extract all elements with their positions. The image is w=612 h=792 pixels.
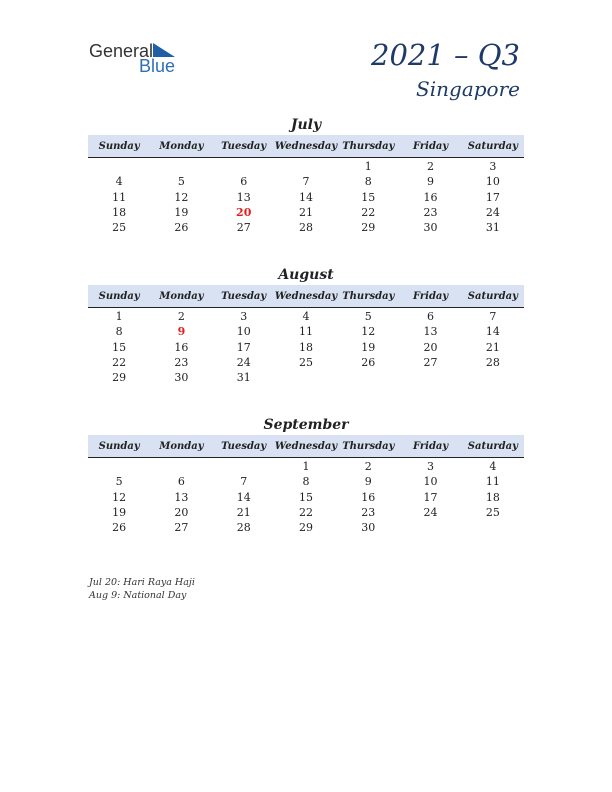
day-cell: 10 (423, 475, 438, 489)
day-cell: 19 (112, 506, 127, 520)
logo-flag-icon (153, 43, 175, 57)
holiday-note: Aug 9: National Day (89, 590, 187, 601)
weekday-label: Tuesday (221, 440, 267, 452)
day-cell: 6 (177, 475, 185, 489)
week-row (88, 474, 524, 489)
day-cell: 22 (361, 206, 376, 220)
weekday-label: Monday (159, 140, 204, 152)
holiday-note: Jul 20: Hari Raya Haji (89, 577, 195, 588)
month-block (88, 266, 524, 385)
day-cell: 10 (485, 175, 500, 189)
day-cell: 17 (236, 340, 251, 354)
day-cell: 12 (112, 490, 127, 504)
day-cell: 29 (298, 521, 313, 535)
week-row (88, 505, 524, 520)
weekday-header-row (88, 135, 524, 158)
day-cell: 25 (298, 356, 313, 370)
day-cell: 20 (174, 506, 189, 520)
day-cell: 5 (177, 175, 185, 189)
week-row (88, 220, 524, 235)
weekday-label: Tuesday (221, 290, 267, 302)
day-cell: 4 (302, 310, 310, 324)
weekday-label: Sunday (98, 440, 140, 452)
week-row (88, 340, 524, 355)
day-cell: 15 (361, 190, 376, 204)
day-cell: 26 (361, 356, 376, 370)
weekday-label: Wednesday (274, 440, 338, 452)
day-cell: 6 (427, 310, 435, 324)
day-cell: 1 (115, 310, 123, 324)
weekday-label: Wednesday (274, 140, 338, 152)
day-cell: 13 (236, 190, 251, 204)
day-cell: 14 (298, 190, 313, 204)
day-cell: 23 (174, 356, 189, 370)
day-cell: 12 (174, 190, 189, 204)
day-cell: 18 (112, 206, 127, 220)
month-title: August (278, 267, 334, 283)
day-cell: 12 (361, 325, 376, 339)
day-cell: 7 (302, 175, 310, 189)
weekday-label: Thursday (342, 140, 395, 152)
day-cell: 25 (485, 506, 500, 520)
day-cell: 21 (298, 206, 313, 220)
week-row (88, 190, 524, 205)
day-cell: 19 (361, 340, 376, 354)
day-cell: 4 (489, 460, 497, 474)
month-title: September (263, 417, 349, 433)
day-cell: 27 (423, 356, 438, 370)
day-cell: 23 (361, 506, 376, 520)
week-row (88, 490, 524, 505)
day-cell: 28 (298, 221, 313, 235)
day-cell: 22 (298, 506, 313, 520)
weekday-label: Thursday (342, 290, 395, 302)
day-cell: 30 (361, 521, 376, 535)
day-cell: 9 (364, 475, 372, 489)
month-block (88, 116, 524, 235)
day-cell: 15 (112, 340, 127, 354)
day-cell: 17 (423, 490, 438, 504)
day-cell: 28 (236, 521, 251, 535)
weekday-label: Friday (412, 440, 449, 452)
day-cell: 27 (174, 521, 189, 535)
day-cell: 7 (489, 310, 497, 324)
weekday-header-row (88, 285, 524, 308)
day-cell: 13 (423, 325, 438, 339)
day-cell: 11 (485, 475, 500, 489)
page-title: 2021 – Q3 (371, 38, 520, 72)
weekday-label: Friday (412, 140, 449, 152)
day-cell: 18 (485, 490, 500, 504)
day-cell: 2 (177, 310, 185, 324)
weekday-label: Saturday (467, 290, 518, 302)
day-cell: 23 (423, 206, 438, 220)
holiday-day-cell: 20 (236, 206, 252, 220)
day-cell: 10 (236, 325, 251, 339)
weekday-label: Monday (159, 290, 204, 302)
day-cell: 18 (298, 340, 313, 354)
week-row (88, 355, 524, 370)
day-cell: 3 (427, 460, 435, 474)
week-row (88, 370, 524, 385)
day-cell: 3 (240, 310, 248, 324)
logo-blue-text: Blue (139, 56, 176, 76)
day-cell: 29 (112, 371, 127, 385)
weekday-label: Tuesday (221, 140, 267, 152)
day-cell: 14 (485, 325, 500, 339)
weekday-label: Thursday (342, 440, 395, 452)
week-row (88, 205, 524, 220)
day-cell: 16 (423, 190, 438, 204)
week-row (88, 520, 524, 535)
week-row (88, 174, 524, 189)
logo-general-text: General (89, 41, 154, 61)
day-cell: 26 (112, 521, 127, 535)
day-cell: 11 (298, 325, 313, 339)
day-cell: 21 (485, 340, 500, 354)
weekday-label: Wednesday (274, 290, 338, 302)
day-cell: 8 (115, 325, 123, 339)
day-cell: 24 (236, 356, 251, 370)
day-cell: 20 (423, 340, 438, 354)
day-cell: 5 (364, 310, 372, 324)
day-cell: 14 (236, 490, 251, 504)
day-cell: 19 (174, 206, 189, 220)
month-block (88, 416, 524, 535)
day-cell: 5 (115, 475, 123, 489)
week-row (88, 159, 524, 174)
day-cell: 31 (236, 371, 251, 385)
day-cell: 21 (236, 506, 251, 520)
weekday-label: Saturday (467, 140, 518, 152)
day-cell: 22 (112, 356, 127, 370)
weekday-label: Monday (159, 440, 204, 452)
day-cell: 29 (361, 221, 376, 235)
day-cell: 27 (236, 221, 251, 235)
weekday-label: Sunday (98, 140, 140, 152)
week-row (88, 459, 524, 474)
day-cell: 8 (364, 175, 372, 189)
page-subtitle: Singapore (416, 77, 520, 101)
day-cell: 3 (489, 160, 497, 174)
day-cell: 31 (485, 221, 500, 235)
day-cell: 24 (485, 206, 500, 220)
day-cell: 13 (174, 490, 189, 504)
day-cell: 30 (423, 221, 438, 235)
day-cell: 2 (427, 160, 435, 174)
day-cell: 1 (364, 160, 372, 174)
holiday-notes (89, 576, 195, 602)
day-cell: 24 (423, 506, 438, 520)
day-cell: 26 (174, 221, 189, 235)
day-cell: 11 (112, 190, 127, 204)
day-cell: 15 (298, 490, 313, 504)
week-row (88, 324, 524, 339)
day-cell: 25 (112, 221, 127, 235)
day-cell: 16 (174, 340, 189, 354)
day-cell: 4 (115, 175, 123, 189)
day-cell: 1 (302, 460, 310, 474)
day-cell: 7 (240, 475, 248, 489)
weekday-label: Saturday (467, 440, 518, 452)
day-cell: 9 (427, 175, 435, 189)
weekday-label: Friday (412, 290, 449, 302)
weekday-label: Sunday (98, 290, 140, 302)
day-cell: 17 (485, 190, 500, 204)
week-row (88, 309, 524, 324)
weekday-header-row (88, 435, 524, 458)
day-cell: 6 (240, 175, 248, 189)
day-cell: 8 (302, 475, 310, 489)
day-cell: 2 (364, 460, 372, 474)
day-cell: 28 (485, 356, 500, 370)
day-cell: 30 (174, 371, 189, 385)
holiday-day-cell: 9 (177, 325, 186, 339)
month-title: July (290, 117, 322, 133)
day-cell: 16 (361, 490, 376, 504)
